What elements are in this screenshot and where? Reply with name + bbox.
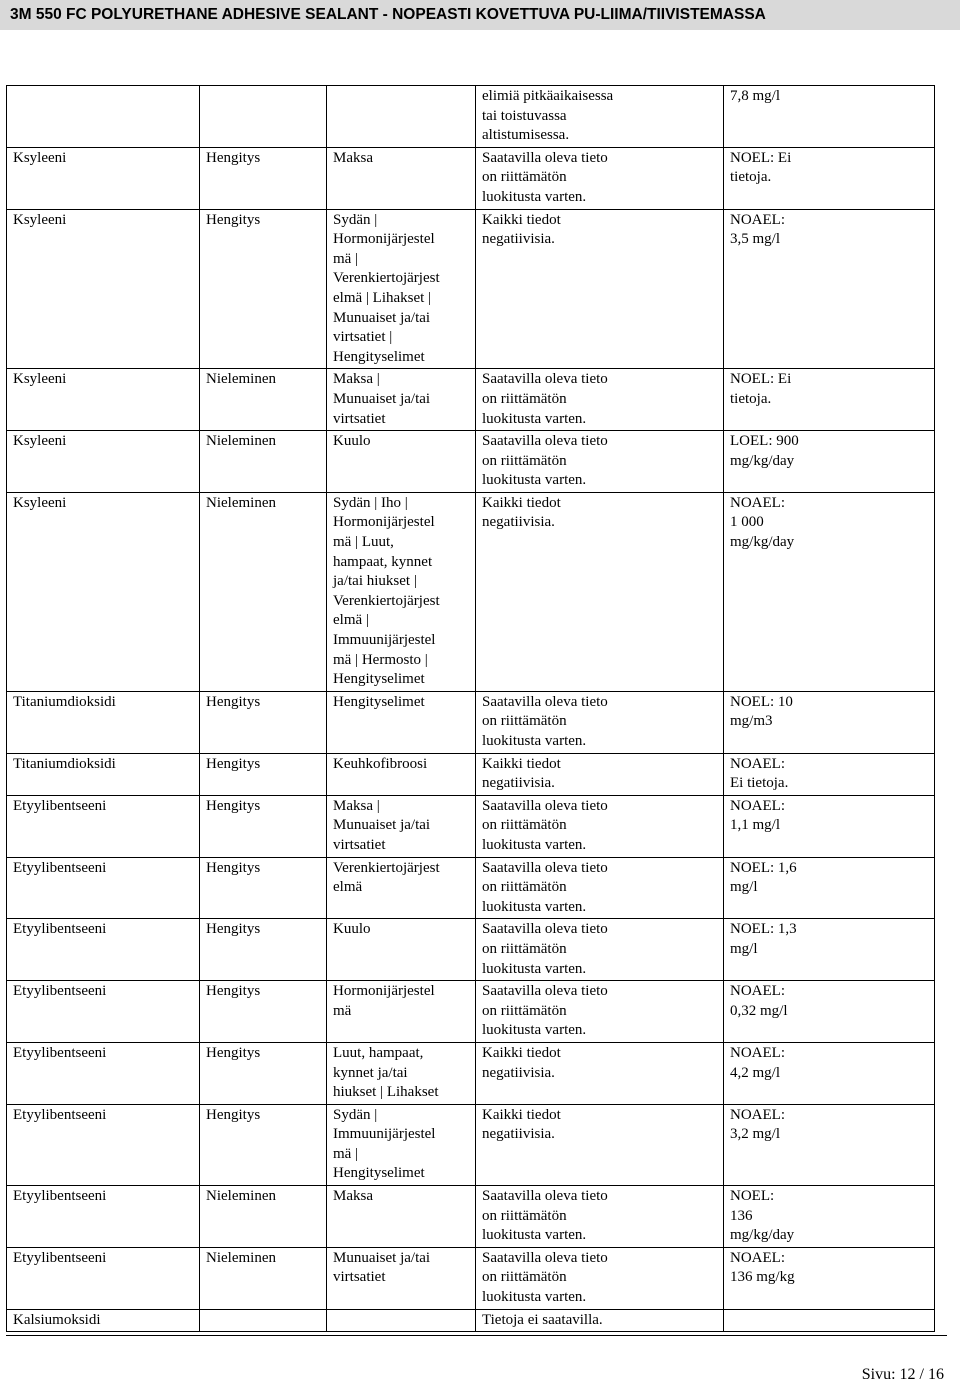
result-cell: Saatavilla oleva tieto on riittämätön luokitusta varten.	[476, 981, 724, 1043]
substance-cell: Titaniumdioksidi	[7, 753, 200, 795]
table-row	[7, 691, 935, 753]
exposure-route-cell: Hengitys	[200, 753, 327, 795]
exposure-route-cell: Nieleminen	[200, 1186, 327, 1248]
value-cell: NOAEL: 3,2 mg/l	[724, 1104, 935, 1185]
target-organ-cell: Keuhkofibroosi	[327, 753, 476, 795]
substance-cell: Etyylibentseeni	[7, 1186, 200, 1248]
footer-rule	[6, 1335, 947, 1336]
exposure-route-cell: Hengitys	[200, 147, 327, 209]
result-cell: Saatavilla oleva tieto on riittämätön luokitusta varten.	[476, 1247, 724, 1309]
result-cell: Kaikki tiedot negatiivisia.	[476, 492, 724, 691]
exposure-route-cell: Hengitys	[200, 691, 327, 753]
page-number: Sivu: 12 / 16	[861, 1366, 944, 1383]
table-row	[7, 753, 935, 795]
value-cell: NOEL: 136 mg/kg/day	[724, 1186, 935, 1248]
table-row	[7, 1104, 935, 1185]
table-row	[7, 147, 935, 209]
table-row	[7, 981, 935, 1043]
result-cell: Saatavilla oleva tieto on riittämätön luokitusta varten.	[476, 691, 724, 753]
table-row	[7, 209, 935, 369]
exposure-route-cell: Hengitys	[200, 1104, 327, 1185]
exposure-route-cell: Nieleminen	[200, 1247, 327, 1309]
substance-cell: Ksyleeni	[7, 209, 200, 369]
target-organ-cell	[327, 1309, 476, 1332]
target-organ-cell	[327, 86, 476, 148]
exposure-route-cell: Hengitys	[200, 209, 327, 369]
target-organ-cell: Verenkiertojärjest elmä	[327, 857, 476, 919]
table-row	[7, 1042, 935, 1104]
value-cell: LOEL: 900 mg/kg/day	[724, 431, 935, 493]
table-row	[7, 795, 935, 857]
value-cell: NOAEL: 3,5 mg/l	[724, 209, 935, 369]
substance-cell: Etyylibentseeni	[7, 981, 200, 1043]
substance-cell: Ksyleeni	[7, 492, 200, 691]
substance-cell	[7, 86, 200, 148]
value-cell: NOAEL: 136 mg/kg	[724, 1247, 935, 1309]
target-organ-cell: Sydän | Iho | Hormonijärjestel mä | Luut, hampaat, kynnet ja/tai hiukset | Verenkiertojärjest elmä | Immuunijärjestel mä | Hermosto | Hengityselimet	[327, 492, 476, 691]
result-cell: Saatavilla oleva tieto on riittämätön luokitusta varten.	[476, 857, 724, 919]
value-cell: NOEL: 1,6 mg/l	[724, 857, 935, 919]
exposure-route-cell: Hengitys	[200, 919, 327, 981]
value-cell: NOEL: Ei tietoja.	[724, 147, 935, 209]
substance-cell: Etyylibentseeni	[7, 857, 200, 919]
table-row	[7, 492, 935, 691]
value-cell	[724, 1309, 935, 1332]
exposure-route-cell: Hengitys	[200, 1042, 327, 1104]
target-organ-cell: Kuulo	[327, 919, 476, 981]
substance-cell: Ksyleeni	[7, 369, 200, 431]
result-cell: elimiä pitkäaikaisessa tai toistuvassa altistumisessa.	[476, 86, 724, 148]
target-organ-cell: Hengityselimet	[327, 691, 476, 753]
table-row	[7, 1309, 935, 1332]
result-cell: Saatavilla oleva tieto on riittämätön luokitusta varten.	[476, 369, 724, 431]
exposure-route-cell	[200, 86, 327, 148]
exposure-route-cell: Nieleminen	[200, 492, 327, 691]
result-cell: Tietoja ei saatavilla.	[476, 1309, 724, 1332]
target-organ-cell: Munuaiset ja/tai virtsatiet	[327, 1247, 476, 1309]
target-organ-cell: Sydän | Immuunijärjestel mä | Hengityselimet	[327, 1104, 476, 1185]
result-cell: Kaikki tiedot negatiivisia.	[476, 1104, 724, 1185]
table-row	[7, 431, 935, 493]
exposure-route-cell: Hengitys	[200, 981, 327, 1043]
value-cell: NOAEL: 1 000 mg/kg/day	[724, 492, 935, 691]
target-organ-cell: Maksa	[327, 1186, 476, 1248]
value-cell: NOEL: 1,3 mg/l	[724, 919, 935, 981]
value-cell: NOAEL: 0,32 mg/l	[724, 981, 935, 1043]
table-row	[7, 1186, 935, 1248]
value-cell: NOAEL: 4,2 mg/l	[724, 1042, 935, 1104]
exposure-route-cell	[200, 1309, 327, 1332]
target-organ-cell: Kuulo	[327, 431, 476, 493]
result-cell: Saatavilla oleva tieto on riittämätön luokitusta varten.	[476, 919, 724, 981]
substance-cell: Ksyleeni	[7, 147, 200, 209]
substance-cell: Etyylibentseeni	[7, 1042, 200, 1104]
target-organ-cell: Luut, hampaat, kynnet ja/tai hiukset | Lihakset	[327, 1042, 476, 1104]
value-cell: NOAEL: 1,1 mg/l	[724, 795, 935, 857]
document-header: 3M 550 FC POLYURETHANE ADHESIVE SEALANT - NOPEASTI KOVETTUVA PU-LIIMA/TIIVISTEMASSA	[0, 0, 960, 30]
table-row	[7, 1247, 935, 1309]
target-organ-cell: Hormonijärjestel mä	[327, 981, 476, 1043]
substance-cell: Etyylibentseeni	[7, 1247, 200, 1309]
result-cell: Saatavilla oleva tieto on riittämätön luokitusta varten.	[476, 431, 724, 493]
exposure-route-cell: Nieleminen	[200, 369, 327, 431]
result-cell: Kaikki tiedot negatiivisia.	[476, 753, 724, 795]
target-organ-cell: Sydän | Hormonijärjestel mä | Verenkiertojärjest elmä | Lihakset | Munuaiset ja/tai virtsatiet | Hengityselimet	[327, 209, 476, 369]
table-row	[7, 919, 935, 981]
result-cell: Saatavilla oleva tieto on riittämätön luokitusta varten.	[476, 795, 724, 857]
result-cell: Saatavilla oleva tieto on riittämätön luokitusta varten.	[476, 147, 724, 209]
target-organ-cell: Maksa	[327, 147, 476, 209]
table-row	[7, 857, 935, 919]
result-cell: Kaikki tiedot negatiivisia.	[476, 1042, 724, 1104]
table-row	[7, 369, 935, 431]
exposure-route-cell: Hengitys	[200, 857, 327, 919]
result-cell: Kaikki tiedot negatiivisia.	[476, 209, 724, 369]
substance-cell: Titaniumdioksidi	[7, 691, 200, 753]
substance-cell: Ksyleeni	[7, 431, 200, 493]
value-cell: NOEL: 10 mg/m3	[724, 691, 935, 753]
substance-cell: Kalsiumoksidi	[7, 1309, 200, 1332]
value-cell: NOEL: Ei tietoja.	[724, 369, 935, 431]
value-cell: NOAEL: Ei tietoja.	[724, 753, 935, 795]
result-cell: Saatavilla oleva tieto on riittämätön luokitusta varten.	[476, 1186, 724, 1248]
value-cell: 7,8 mg/l	[724, 86, 935, 148]
exposure-route-cell: Hengitys	[200, 795, 327, 857]
substance-cell: Etyylibentseeni	[7, 1104, 200, 1185]
target-organ-cell: Maksa | Munuaiset ja/tai virtsatiet	[327, 795, 476, 857]
substance-cell: Etyylibentseeni	[7, 919, 200, 981]
exposure-route-cell: Nieleminen	[200, 431, 327, 493]
target-organ-toxicity-table	[6, 85, 935, 1332]
table-row	[7, 86, 935, 148]
substance-cell: Etyylibentseeni	[7, 795, 200, 857]
target-organ-cell: Maksa | Munuaiset ja/tai virtsatiet	[327, 369, 476, 431]
